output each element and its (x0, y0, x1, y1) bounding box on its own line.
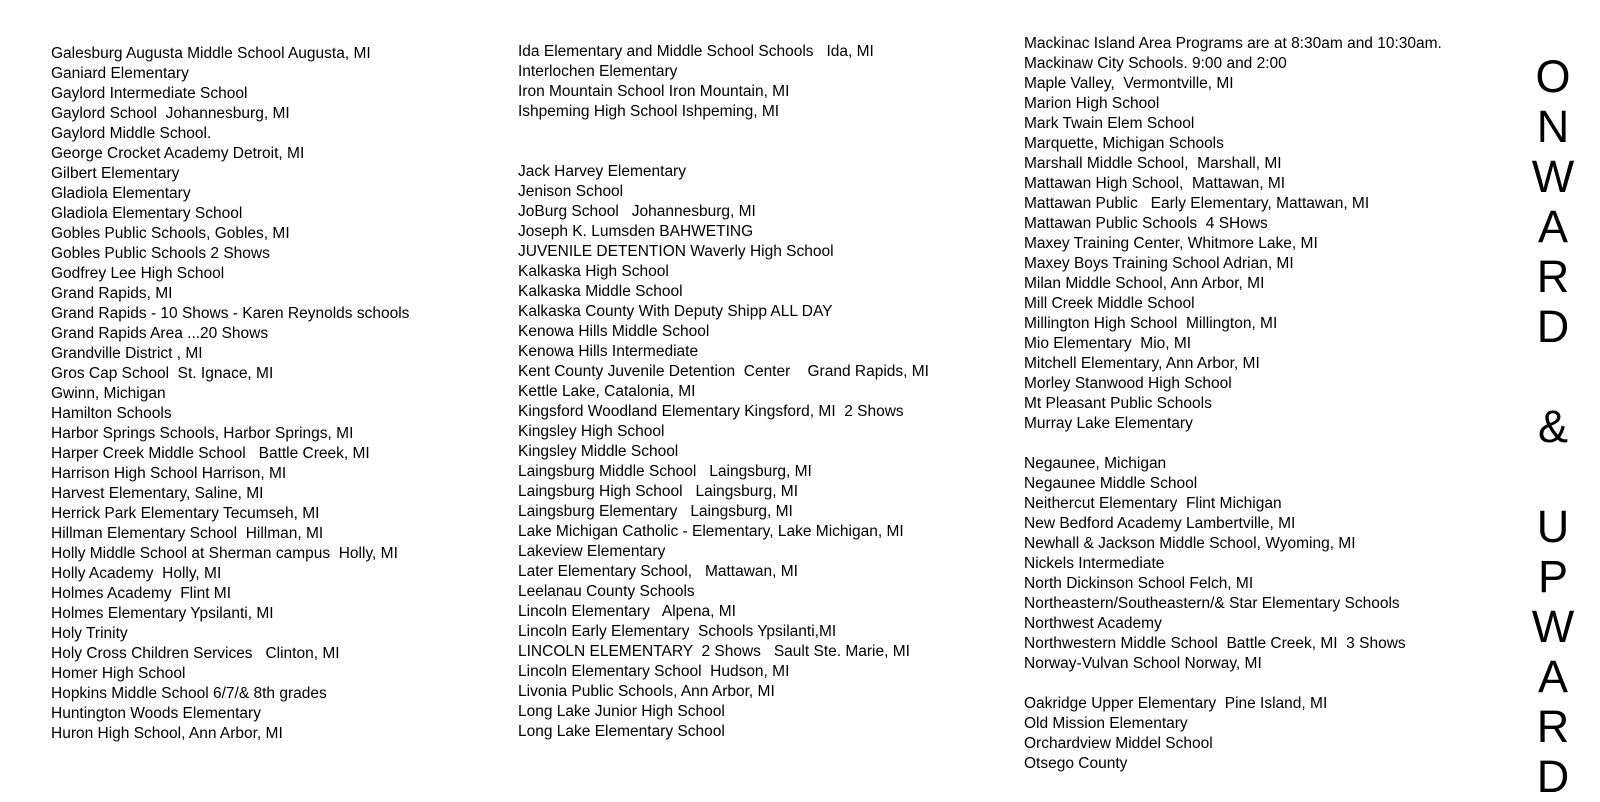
school-entry: JUVENILE DETENTION Waverly High School (518, 243, 834, 260)
title-letter: R (1536, 251, 1570, 302)
school-entry: Holy Cross Children Services Clinton, MI (51, 645, 340, 662)
school-entry: Mitchell Elementary, Ann Arbor, MI (1024, 355, 1260, 372)
title-letter: N (1536, 101, 1570, 152)
school-entry: Grandville District , MI (51, 345, 203, 362)
school-entry: Iron Mountain School Iron Mountain, MI (518, 83, 790, 100)
school-entry: Gladiola Elementary School (51, 205, 243, 222)
school-list-column-2 (518, 42, 929, 742)
school-entry: Kingsford Woodland Elementary Kingsford, MI 2 Shows (518, 403, 904, 420)
school-entry: Gobles Public Schools 2 Shows (51, 245, 270, 262)
school-entry: Kingsley Middle School (518, 443, 679, 460)
school-entry: Neithercut Elementary Flint Michigan (1024, 495, 1282, 512)
school-entry: Lincoln Elementary School Hudson, MI (518, 663, 790, 680)
school-entry: Long Lake Elementary School (518, 723, 725, 740)
title-letter: A (1537, 201, 1568, 252)
school-entry: Marquette, Michigan Schools (1024, 135, 1224, 152)
school-entry: Harvest Elementary, Saline, MI (51, 485, 264, 502)
school-entry: Kettle Lake, Catalonia, MI (518, 383, 696, 400)
school-entry: Hillman Elementary School Hillman, MI (51, 525, 324, 542)
school-entry: Kent County Juvenile Detention Center Grand Rapids, MI (518, 363, 929, 380)
school-entry: JoBurg School Johannesburg, MI (518, 203, 756, 220)
school-entry: Mattawan High School, Mattawan, MI (1024, 175, 1286, 192)
school-entry: Homer High School (51, 665, 186, 682)
school-entry: Harrison High School Harrison, MI (51, 465, 287, 482)
title-letter: P (1537, 551, 1568, 602)
school-entry: Northwestern Middle School Battle Creek, MI 3 Shows (1024, 635, 1406, 652)
school-entry: Otsego County (1024, 755, 1128, 772)
school-entry: Grand Rapids Area ...20 Shows (51, 325, 269, 342)
school-entry: Kenowa Hills Middle School (518, 323, 710, 340)
school-entry: Nickels Intermediate (1024, 555, 1165, 572)
school-entry: Norway-Vulvan School Norway, MI (1024, 655, 1262, 672)
school-entry: Orchardview Middel School (1024, 735, 1213, 752)
blank-line (1024, 434, 1442, 454)
school-entry: Northeastern/Southeastern/& Star Elementary Schools (1024, 595, 1400, 612)
school-entry: Godfrey Lee High School (51, 265, 225, 282)
school-entry: Kalkaska High School (518, 263, 669, 280)
school-entry: Ganiard Elementary (51, 65, 189, 82)
school-entry: Later Elementary School, Mattawan, MI (518, 563, 798, 580)
school-entry: Gaylord Intermediate School (51, 85, 248, 102)
school-entry: Laingsburg Elementary Laingsburg, MI (518, 503, 793, 520)
title-letter: O (1535, 51, 1571, 102)
school-entry: New Bedford Academy Lambertville, MI (1024, 515, 1296, 532)
school-entry: Marion High School (1024, 95, 1160, 112)
school-entry: Laingsburg High School Laingsburg, MI (518, 483, 799, 500)
blank-line (1024, 674, 1442, 694)
school-entry: Holmes Elementary Ypsilanti, MI (51, 605, 274, 622)
school-entry: Gobles Public Schools, Gobles, MI (51, 225, 290, 242)
school-entry: Holmes Academy Flint MI (51, 585, 232, 602)
school-entry: Mattawan Public Schools 4 SHows (1024, 215, 1268, 232)
school-list-column-3 (1024, 34, 1442, 774)
school-entry: Gaylord School Johannesburg, MI (51, 105, 290, 122)
title-letter: R (1536, 701, 1570, 752)
school-entry: Huron High School, Ann Arbor, MI (51, 725, 283, 742)
school-entry: Huntington Woods Elementary (51, 705, 261, 722)
title-letter: D (1536, 751, 1570, 802)
school-entry: Maple Valley, Vermontville, MI (1024, 75, 1234, 92)
school-entry: Grand Rapids - 10 Shows - Karen Reynolds schools (51, 305, 410, 322)
school-entry: Negaunee Middle School (1024, 475, 1198, 492)
school-entry: Mt Pleasant Public Schools (1024, 395, 1212, 412)
title-letter: U (1536, 501, 1570, 552)
school-entry: North Dickinson School Felch, MI (1024, 575, 1254, 592)
school-entry: Interlochen Elementary (518, 63, 678, 80)
school-entry: Kenowa Hills Intermediate (518, 343, 699, 360)
school-entry: Lincoln Elementary Alpena, MI (518, 603, 736, 620)
school-entry: Jenison School (518, 183, 624, 200)
school-entry: Northwest Academy (1024, 615, 1162, 632)
school-entry: Grand Rapids, MI (51, 285, 173, 302)
school-entry: Holy Trinity (51, 625, 128, 642)
school-entry: Murray Lake Elementary (1024, 415, 1193, 432)
school-entry: Livonia Public Schools, Ann Arbor, MI (518, 683, 775, 700)
school-entry: Jack Harvey Elementary (518, 163, 686, 180)
school-entry: Marshall Middle School, Marshall, MI (1024, 155, 1282, 172)
school-entry: Negaunee, Michigan (1024, 455, 1167, 472)
school-entry: Joseph K. Lumsden BAHWETING (518, 223, 754, 240)
school-entry: Lake Michigan Catholic - Elementary, Lake Michigan, MI (518, 523, 904, 540)
school-entry: Maxey Training Center, Whitmore Lake, MI (1024, 235, 1318, 252)
school-list-column-1 (51, 44, 409, 744)
title-letter: W (1531, 601, 1575, 652)
onward-upward-vertical-title (1530, 52, 1576, 802)
school-entry: Mackinac Island Area Programs are at 8:30am and 10:30am. (1024, 35, 1442, 52)
school-entry: Kingsley High School (518, 423, 665, 440)
school-entry: Mill Creek Middle School (1024, 295, 1195, 312)
title-letter: A (1537, 651, 1568, 702)
school-entry: Old Mission Elementary (1024, 715, 1188, 732)
school-entry: Lakeview Elementary (518, 543, 666, 560)
school-entry: Mio Elementary Mio, MI (1024, 335, 1192, 352)
title-letter: & (1537, 401, 1568, 452)
school-entry: Gros Cap School St. Ignace, MI (51, 365, 274, 382)
school-entry: Morley Stanwood High School (1024, 375, 1232, 392)
school-entry: Ishpeming High School Ishpeming, MI (518, 103, 780, 120)
school-entry: Gilbert Elementary (51, 165, 180, 182)
school-entry: Newhall & Jackson Middle School, Wyoming, MI (1024, 535, 1356, 552)
school-entry: Harbor Springs Schools, Harbor Springs, MI (51, 425, 354, 442)
school-entry: Holly Middle School at Sherman campus Holly, MI (51, 545, 398, 562)
school-entry: Hopkins Middle School 6/7/& 8th grades (51, 685, 327, 702)
school-entry: Herrick Park Elementary Tecumseh, MI (51, 505, 320, 522)
school-entry: Ida Elementary and Middle School Schools Ida, MI (518, 43, 874, 60)
school-entry: Mark Twain Elem School (1024, 115, 1195, 132)
school-entry: Leelanau County Schools (518, 583, 695, 600)
school-entry: Harper Creek Middle School Battle Creek, MI (51, 445, 370, 462)
school-entry: Hamilton Schools (51, 405, 172, 422)
title-letter: W (1531, 151, 1575, 202)
blank-line (518, 122, 929, 142)
school-entry: Gwinn, Michigan (51, 385, 166, 402)
title-letter: D (1536, 301, 1570, 352)
school-entry: Long Lake Junior High School (518, 703, 725, 720)
school-entry: Millington High School Millington, MI (1024, 315, 1278, 332)
school-entry: George Crocket Academy Detroit, MI (51, 145, 305, 162)
school-entry: Maxey Boys Training School Adrian, MI (1024, 255, 1294, 272)
blank-line (518, 142, 929, 162)
school-entry: Oakridge Upper Elementary Pine Island, MI (1024, 695, 1328, 712)
school-entry: Lincoln Early Elementary Schools Ypsilanti,MI (518, 623, 837, 640)
school-entry: LINCOLN ELEMENTARY 2 Shows Sault Ste. Marie, MI (518, 643, 910, 660)
school-entry: Holly Academy Holly, MI (51, 565, 222, 582)
school-entry: Laingsburg Middle School Laingsburg, MI (518, 463, 812, 480)
school-entry: Milan Middle School, Ann Arbor, MI (1024, 275, 1265, 292)
school-entry: Mackinaw City Schools. 9:00 and 2:00 (1024, 55, 1287, 72)
school-entry: Gladiola Elementary (51, 185, 191, 202)
school-entry: Kalkaska County With Deputy Shipp ALL DAY (518, 303, 833, 320)
school-entry: Galesburg Augusta Middle School Augusta, MI (51, 45, 371, 62)
school-entry: Kalkaska Middle School (518, 283, 683, 300)
school-entry: Mattawan Public Early Elementary, Mattawan, MI (1024, 195, 1370, 212)
school-entry: Gaylord Middle School. (51, 125, 212, 142)
